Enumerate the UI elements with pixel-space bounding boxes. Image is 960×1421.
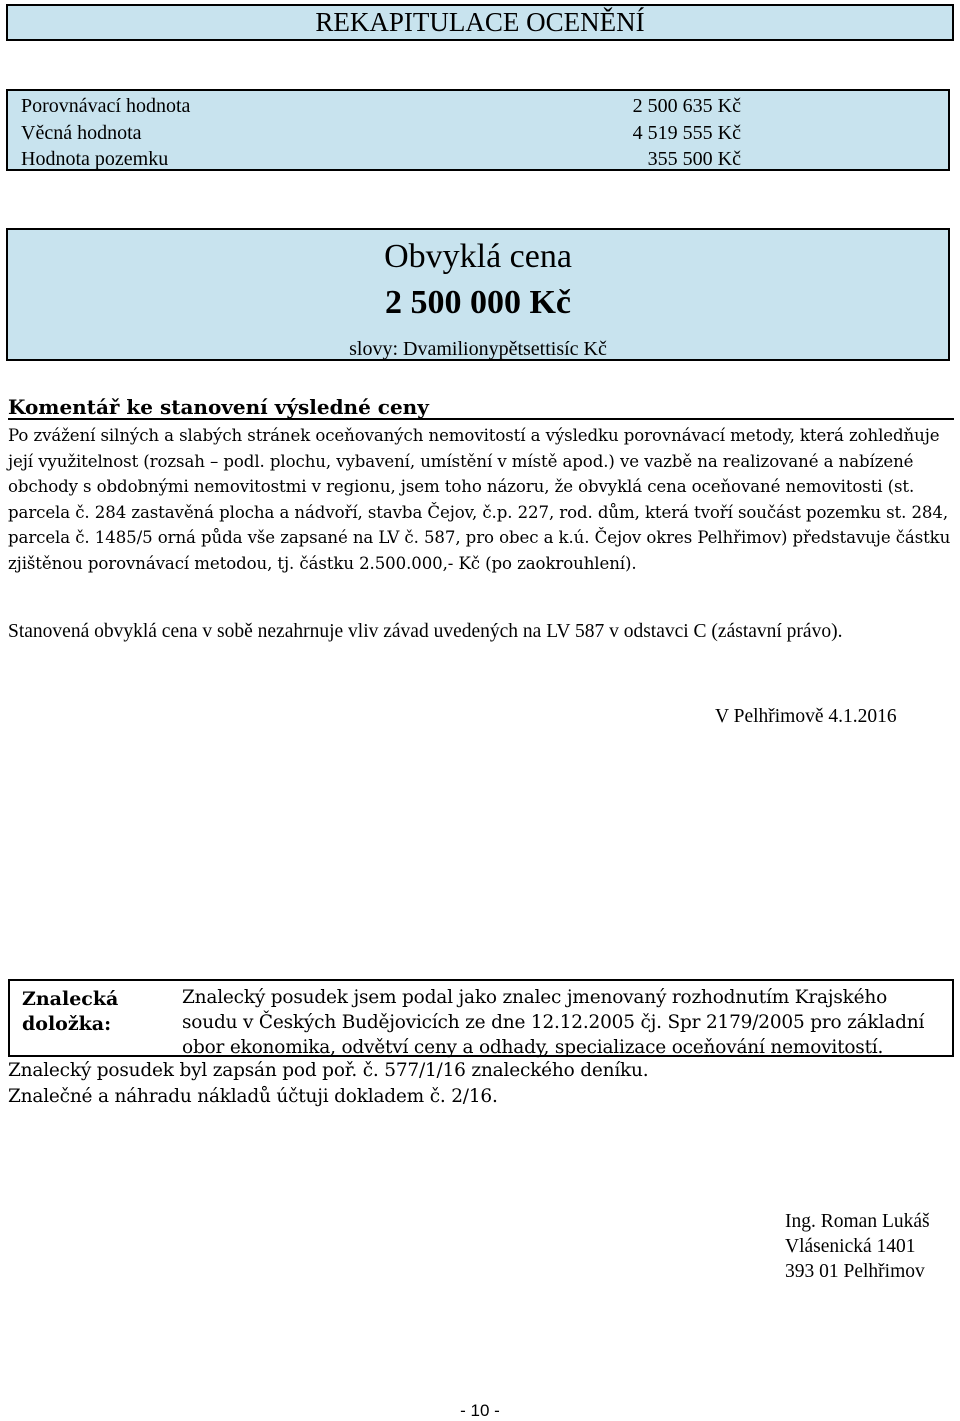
value-row [21, 95, 741, 121]
expert-clause-label-line: doložka: [22, 1013, 112, 1035]
value-row [21, 122, 741, 148]
place-and-date: V Pelhřimově 4.1.2016 [715, 706, 897, 727]
usual-price-box [6, 228, 950, 361]
value-amount: 2 500 635 Kč [632, 95, 741, 117]
comment-divider [8, 418, 954, 420]
value-label: Hodnota pozemku [21, 148, 169, 170]
usual-price-in-words: slovy: Dvamilionypětsettisíc Kč [349, 338, 607, 360]
expert-clause-box [8, 979, 954, 1057]
signature-street: Vlásenická 1401 [785, 1236, 916, 1257]
title-box [6, 4, 954, 41]
value-row [21, 148, 741, 174]
usual-price-value: 2 500 000 Kč [384, 284, 572, 321]
usual-price-heading: Obvyklá cena [384, 238, 572, 275]
page-number: - 10 - [460, 1401, 500, 1420]
value-amount: 355 500 Kč [647, 148, 741, 170]
exclusion-note: Stanovená obvyklá cena v sobě nezahrnuje vliv závad uvedených na LV 587 v odstavci C (zástavní právo). [8, 621, 843, 642]
value-label: Porovnávací hodnota [21, 95, 191, 117]
signature-name: Ing. Roman Lukáš [785, 1211, 930, 1232]
signature-block [785, 1209, 930, 1284]
signature-city: 393 01 Pelhřimov [785, 1261, 925, 1282]
comment-body: Po zvážení silných a slabých stránek oceňovaných nemovitostí a výsledku porovnávací metody, která zohledňuje její využitelnost (rozsah – podl. plochu, vybavení, umístění v místě apod.) ve vazbě na realizované a nabízené obchody s obdobnými nemovitostmi v regionu, jsem toho názoru, že obvyklá cena oceňované nemovitosti (st. parcela č. 284 zastavěná plocha a nádvoří, stavba Čejov, č.p. 227, rod. dům, která tvoří součást pozemku st. 284, parcela č. 1485/5 orná půda vše zapsané na LV č. 587, pro obec a k.ú. Čejov okres Pelhřimov) představuje částku zjištěnou porovnávací metodou, tj. částku 2.500.000,- Kč (po zaokrouhlení). [8, 426, 951, 573]
expert-clause-label-line: Znalecká [22, 988, 119, 1010]
comment-heading: Komentář ke stanovení výsledné ceny [8, 395, 429, 419]
value-label: Věcná hodnota [21, 122, 142, 144]
page-title: REKAPITULACE OCENĚNÍ [315, 7, 645, 37]
expert-clause-text: Znalecký posudek jsem podal jako znalec jmenovaný rozhodnutím Krajského soudu v Českých Budějovicích ze dne 12.12.2005 čj. Spr 2179/2005 pro základní obor ekonomika, odvětví ceny a odhady, specializace oceňování nemovitostí. [182, 987, 925, 1058]
value-amount: 4 519 555 Kč [632, 122, 741, 144]
fee-note: Znalečné a náhradu nákladů účtuji dokladem č. 2/16. [8, 1086, 498, 1107]
values-summary [6, 89, 950, 171]
registry-note: Znalecký posudek byl zapsán pod poř. č. 577/1/16 znaleckého deníku. [8, 1060, 649, 1081]
expert-clause-label [22, 987, 162, 1037]
